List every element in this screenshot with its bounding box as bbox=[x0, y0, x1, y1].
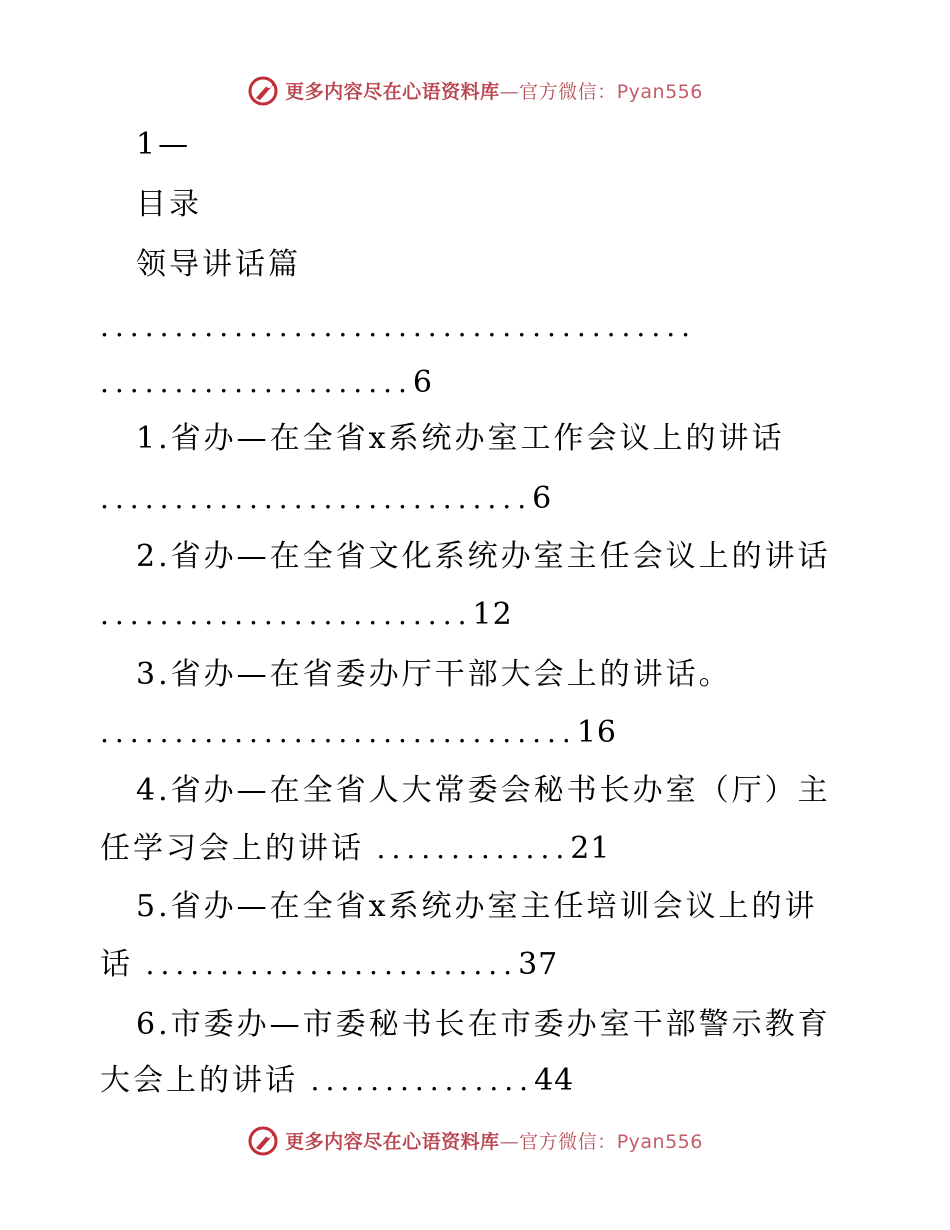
watermark-id: Pyan556 bbox=[616, 80, 703, 103]
watermark-separator: — bbox=[499, 1130, 520, 1153]
toc-entry-3-dots: ................................ bbox=[100, 716, 577, 749]
watermark-prefix: 更多内容尽在心语资料库 bbox=[285, 80, 500, 103]
toc-entry-4-leader[interactable] bbox=[100, 824, 860, 874]
watermark-prefix: 更多内容尽在心语资料库 bbox=[285, 1130, 500, 1153]
toc-entry-1-leader[interactable] bbox=[100, 474, 860, 524]
toc-entry-4-title[interactable]: 4.省办—在全省人大常委会秘书长办室（厅）主 bbox=[136, 773, 831, 808]
toc-entry-2-dots: ......................... bbox=[100, 598, 473, 631]
toc-entry-6-leader[interactable] bbox=[100, 1056, 860, 1106]
section-leader-dots-2: ..................... bbox=[100, 366, 413, 399]
toc-entry-4-dots: ............. bbox=[376, 832, 571, 865]
page-marker: 1— bbox=[136, 127, 192, 162]
toc-entry-2-page: 12 bbox=[472, 597, 513, 632]
toc-entry-1-title[interactable]: 1.省办—在全省x系统办室工作会议上的讲话 bbox=[136, 421, 785, 456]
toc-entry-4-page: 21 bbox=[570, 831, 611, 866]
toc-entry-6-title[interactable]: 6.市委办—市委秘书长在市委办室干部警示教育 bbox=[136, 1007, 831, 1042]
toc-title: 目录 bbox=[136, 187, 202, 222]
quill-logo-icon bbox=[247, 1123, 281, 1157]
toc-entry-5-leader[interactable] bbox=[100, 940, 860, 990]
toc-entry-6-continuation: 大会上的讲话 bbox=[100, 1063, 311, 1098]
toc-entry-2-leader[interactable] bbox=[100, 590, 860, 640]
section-leader-row bbox=[100, 358, 860, 408]
toc-entry-5-continuation: 话 bbox=[100, 947, 146, 982]
toc-entry-2-title[interactable]: 2.省办—在全省文化系统办室主任会议上的讲话 bbox=[136, 539, 831, 574]
watermark-label: 官方微信： bbox=[519, 80, 617, 103]
footer-watermark bbox=[0, 1122, 950, 1158]
toc-entry-5-page: 37 bbox=[518, 947, 559, 982]
section-title: 领导讲话篇 bbox=[136, 247, 301, 282]
toc-entry-3-title[interactable]: 3.省办—在省委办厅干部大会上的讲话。 bbox=[136, 657, 732, 692]
toc-entry-1-dots: ............................. bbox=[100, 482, 533, 515]
section-leader-dots: ........................................ bbox=[100, 310, 697, 343]
toc-entry-3-leader[interactable] bbox=[100, 708, 860, 758]
watermark-label: 官方微信： bbox=[519, 1130, 617, 1153]
watermark-separator: — bbox=[499, 80, 520, 103]
toc-entry-6-page: 44 bbox=[534, 1063, 575, 1098]
toc-entry-5-title[interactable]: 5.省办—在全省x系统办室主任培训会议上的讲 bbox=[136, 889, 818, 924]
toc-entry-3-page: 16 bbox=[576, 715, 617, 750]
toc-entry-1-page: 6 bbox=[532, 481, 553, 516]
watermark-id: Pyan556 bbox=[616, 1130, 703, 1153]
toc-entry-6-dots: ............... bbox=[310, 1064, 535, 1097]
toc-entry-5-dots: ......................... bbox=[145, 948, 519, 981]
toc-entry-4-continuation: 任学习会上的讲话 bbox=[100, 831, 377, 866]
section-page-number: 6 bbox=[412, 365, 434, 400]
